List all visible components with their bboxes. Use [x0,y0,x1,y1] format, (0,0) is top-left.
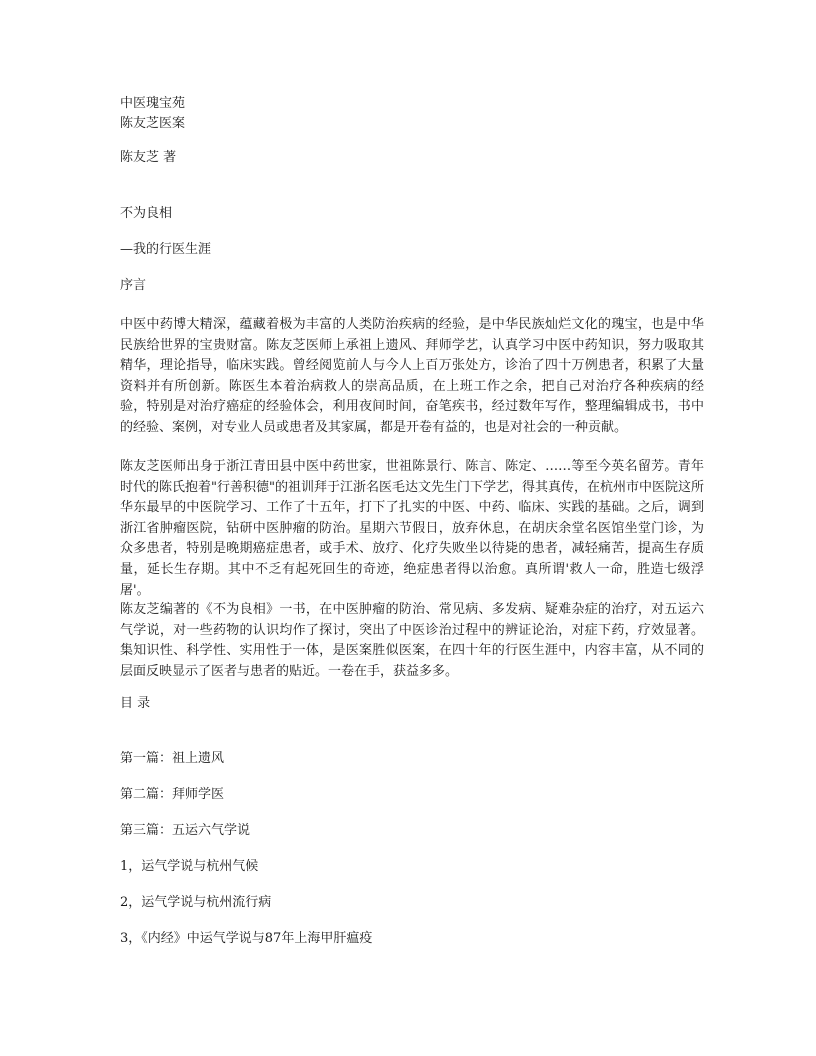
preface-paragraph-1: 中医中药博大精深，蕴藏着极为丰富的人类防治疾病的经验，是中华民族灿烂文化的瑰宝，也是中华民族给世界的宝贵财富。陈友芝医师上承祖上遗风、拜师学艺，认真学习中医中药知识，努力吸取其精华，理论指导，临床实践。曾经阅览前人与今人上百万张处方，诊治了四十万例患者，积累了大量资料并有所创新。陈医生本着治病救人的崇高品质，在上班工作之余，把自己对治疗各种疾病的经验，特别是对治疗癌症的经验体会，利用夜间时间，奋笔疾书，经过数年写作，整理编辑成书，书中的经验、案例，对专业人员或患者及其家属，都是开卷有益的，也是对社会的一种贡献。 [120,317,704,435]
preface-heading: 序言 [120,278,147,293]
toc-item: 第一篇：祖上遗风 [120,751,225,766]
book-title: 不为良相 [120,206,173,221]
series-title: 中医瑰宝苑 [120,96,186,111]
toc-item: 第三篇：五运六气学说 [120,823,251,838]
toc-item: 第二篇：拜师学医 [120,787,225,802]
toc-heading: 目 录 [120,696,151,711]
author-line: 陈友芝 著 [120,150,177,165]
toc-item: 1，运气学说与杭州气候 [120,859,259,874]
preface-paragraph-2: 陈友芝医师出身于浙江青田县中医中药世家，世祖陈景行、陈言、陈定、……等至今英名留芳。青年时代的陈氏抱着"行善积德"的祖训拜于江浙名医毛达文先生门下学艺，得其真传，在杭州市中医院这所华东最早的中医院学习、工作了十五年，打下了扎实的中医、中药、临床、实践的基础。之后，调到浙江省肿瘤医院，钻研中医肿瘤的防治。星期六节假日，放弃休息，在胡庆余堂名医馆坐堂门诊，为众多患者，特别是晚期癌症患者，或手术、放疗、化疗失败坐以待毙的患者，减轻痛苦，提高生存质量，延长生存期。其中不乏有起死回生的奇迹，绝症患者得以治愈。真所谓'救人一命，胜造七级浮屠'。 [120,459,704,598]
book-subheading: —我的行医生涯 [120,242,212,257]
toc-item: 3，《内经》中运气学说与87年上海甲肝瘟疫 [120,931,373,946]
toc-item: 2，运气学说与杭州流行病 [120,895,272,910]
preface-paragraph-3: 陈友芝编著的《不为良相》一书，在中医肿瘤的防治、常见病、多发病、疑难杂症的治疗，对五运六气学说，对一些药物的认识均作了探讨，突出了中医诊治过程中的辨证论治，对症下药，疗效显著。集知识性、科学性、实用性于一体，是医案胜似医案，在四十年的行医生涯中，内容丰富，从不同的层面反映显示了医者与患者的贴近。一卷在手，获益多多。 [120,602,704,679]
book-subtitle: 陈友芝医案 [120,116,186,131]
